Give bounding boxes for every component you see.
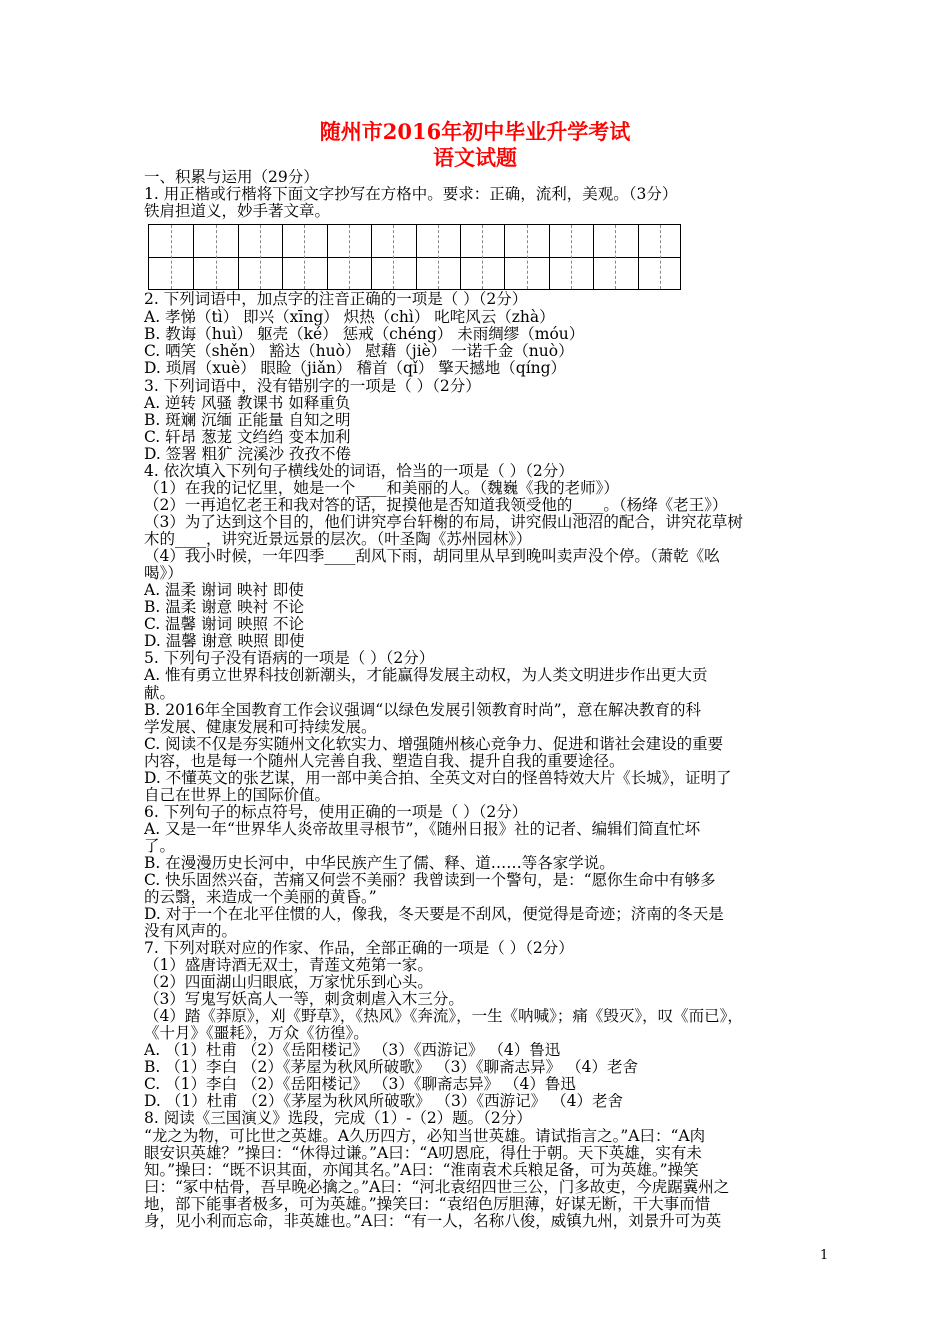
text-line: C. 轩昂 葱茏 文绉绉 变本加利 (144, 428, 351, 446)
text-line: （1）盛唐诗酒无双士，青莲文苑第一家。 (144, 956, 433, 974)
text-line: （2）一再追忆老王和我对答的话，捉摸他是否知道我领受他的____。（杨绛《老王》） (144, 496, 728, 514)
text-line: C. 温馨 谢词 映照 不论 (144, 615, 304, 633)
text-line: 眼安识英雄？”操曰：“休得过谦。”A曰：“A叨恩庇，得仕于朝。天下英雄，实有未 (144, 1144, 702, 1162)
text-line: （2）四面湖山归眼底，万家忧乐到心头。 (144, 973, 433, 991)
grid-column-line (504, 225, 505, 289)
text-line: 1. 用正楷或行楷将下面文字抄写在方格中。要求：正确，流利，美观。（3分） (144, 185, 678, 203)
text-line: 一、积累与运用（29分） (144, 168, 319, 186)
exam-title: 随州市2016年初中毕业升学考试 (319, 119, 631, 144)
text-line: A. 孝悌（tì） 即兴（xīng） 炽热（chì） 叱咤风云（zhà） (144, 308, 555, 326)
grid-guide-line (438, 225, 439, 289)
text-line: 铁肩担道义，妙手著文章。 (144, 202, 331, 220)
text-line: A. 惟有勇立世界科技创新潮头，才能赢得发展主动权，为人类文明进步作出更大贡 (144, 666, 708, 684)
text-line: A. 逆转 风骚 教课书 如释重负 (144, 394, 351, 412)
text-line: 没有风声的。 (144, 922, 238, 940)
grid-guide-line (660, 225, 661, 289)
text-line: （1）在我的记忆里，她是一个____和美丽的人。（魏巍《我的老师》） (144, 479, 619, 497)
text-line: 2. 下列词语中，加点字的注音正确的一项是（ ）（2分） (144, 290, 528, 308)
grid-column-line (549, 225, 550, 289)
text-line: D. 温馨 谢意 映照 即使 (144, 632, 305, 650)
grid-column-line (371, 225, 372, 289)
text-line: D. 对于一个在北平住惯的人，像我，冬天要是不刮风，便觉得是奇迹；济南的冬天是 (144, 905, 724, 923)
text-line: 献。 (144, 684, 176, 702)
writing-grid[interactable] (148, 224, 681, 290)
text-line: B. 温柔 谢意 映衬 不论 (144, 598, 305, 616)
grid-guide-line (260, 225, 261, 289)
text-line: 8. 阅读《三国演义》选段，完成（1）-（2）题。（2分） (144, 1109, 532, 1127)
grid-guide-line (527, 225, 528, 289)
grid-column-line (638, 225, 639, 289)
text-line: 喝》） (144, 564, 183, 582)
grid-column-line (593, 225, 594, 289)
text-line: 曰：“冢中枯骨，吾早晚必擒之。”A曰：“河北袁绍四世三公，门多故吏，今虎踞冀州之 (144, 1178, 730, 1196)
grid-guide-line (393, 225, 394, 289)
text-line: （4）我小时候，一年四季____刮风下雨，胡同里从早到晚叫卖声没个停。（萧乾《吆 (144, 547, 720, 565)
text-line: 6. 下列句子的标点符号，使用正确的一项是（ ）（2分） (144, 803, 528, 821)
grid-column-line (238, 225, 239, 289)
text-line: 自己在世界上的国际价值。 (144, 786, 331, 804)
grid-guide-line (216, 225, 217, 289)
text-line: C. 阅读不仅是夯实随州文化软实力、增强随州核心竞争力、促进和谐社会建设的重要 (144, 735, 724, 753)
text-line: A. 温柔 谢词 映衬 即使 (144, 581, 304, 599)
grid-column-line (327, 225, 328, 289)
text-line: 地，部下能事者极多，可为英雄。”操笑曰：“袁绍色厉胆薄，好谋无断，干大事而惜 (144, 1195, 711, 1213)
text-line: A. （1）杜甫 （2）《岳阳楼记》 （3）《西游记》 （4）鲁迅 (144, 1041, 561, 1059)
exam-subtitle: 语文试题 (433, 145, 517, 170)
grid-guide-line (482, 225, 483, 289)
text-line: D. （1）杜甫 （2）《茅屋为秋风所破歌》 （3）《西游记》 （4）老舍 (144, 1092, 623, 1110)
text-line: 4. 依次填入下列句子横线处的词语，恰当的一项是（ ）（2分） (144, 462, 574, 480)
text-line: C. （1）李白 （2）《岳阳楼记》 （3）《聊斋志异》 （4）鲁迅 (144, 1075, 576, 1093)
text-line: 身，见小利而忘命，非英雄也。”A曰：“有一人，名称八俊，威镇九州，刘景升可为英 (144, 1212, 722, 1230)
text-line: 知。”操曰：“既不识其面，亦闻其名。”A曰：“淮南袁术兵粮足备，可为英雄。”操笑 (144, 1161, 699, 1179)
text-line: “龙之为物，可比世之英雄。A久历四方，必知当世英雄。请试指言之。”A曰：“A肉 (144, 1127, 706, 1145)
text-line: C. 快乐固然兴奋，苦痛又何尝不美丽？我曾读到一个警句，是：“愿你生命中有够多 (144, 871, 716, 889)
text-line: 7. 下列对联对应的作家、作品，全部正确的一项是（ ）（2分） (144, 939, 574, 957)
grid-guide-line (349, 225, 350, 289)
text-line: （3）为了达到这个目的，他们讲究亭台轩榭的布局，讲究假山池沼的配合，讲究花草树 (144, 513, 743, 531)
text-line: 5. 下列句子没有语病的一项是（ ）（2分） (144, 649, 435, 667)
text-line: 《十月》《噩耗》，万众《彷徨》。 (144, 1024, 369, 1042)
grid-guide-line (171, 225, 172, 289)
page-number: 1 (820, 1248, 829, 1263)
grid-guide-line (571, 225, 572, 289)
grid-column-line (416, 225, 417, 289)
text-line: D. 琐屑（xuè） 眼睑（jiǎn） 稽首（qǐ） 擎天撼地（qíng） (144, 359, 567, 377)
text-line: 木的____，讲究近景远景的层次。（叶圣陶《苏州园林》） (144, 530, 532, 548)
text-line: 学发展、健康发展和可持续发展。 (144, 718, 377, 736)
grid-row-divider (149, 257, 680, 258)
text-line: 3. 下列词语中，没有错别字的一项是（ ）（2分） (144, 377, 481, 395)
grid-column-line (460, 225, 461, 289)
text-line: D. 签署 粗犷 浣溪沙 孜孜不倦 (144, 445, 352, 463)
text-line: B. 在漫漫历史长河中，中华民族产生了儒、释、道……等各家学说。 (144, 854, 615, 872)
text-line: C. 哂笑（shěn） 豁达（huò） 慰藉（jiè） 一诺千金（nuò） (144, 342, 574, 360)
text-line: 内容，也是每一个随州人完善自我、塑造自我、提升自我的重要途径。 (144, 752, 625, 770)
text-line: B. 2016年全国教育工作会议强调“以绿色发展引领教育时尚”，意在解决教育的科 (144, 701, 702, 719)
grid-column-line (193, 225, 194, 289)
text-line: （3）写鬼写妖高人一等，刺贪刺虐入木三分。 (144, 990, 464, 1008)
grid-column-line (282, 225, 283, 289)
text-line: B. 斑斓 沉缅 正能量 自知之明 (144, 411, 351, 429)
text-line: A. 又是一年“世界华人炎帝故里寻根节”，《随州日报》社的记者、编辑们简直忙坏 (144, 820, 701, 838)
text-line: B. （1）李白 （2）《茅屋为秋风所破歌》 （3）《聊斋志异》 （4）老舍 (144, 1058, 638, 1076)
text-line: 的云翳，来造成一个美丽的黄昏。” (144, 888, 377, 906)
grid-guide-line (304, 225, 305, 289)
text-line: B. 教诲（huì） 躯壳（ké） 惩戒（chéng） 未雨绸缪（móu） (144, 325, 585, 343)
text-line: （4）踏《莽原》，刈《野草》，《热风》《奔流》，一生《呐喊》；痛《毁灭》，叹《而已》， (144, 1007, 743, 1025)
text-line: 了。 (144, 837, 176, 855)
grid-guide-line (615, 225, 616, 289)
text-line: D. 不懂英文的张艺谋，用一部中美合拍、全英文对白的怪兽特效大片《长城》，证明了 (144, 769, 732, 787)
